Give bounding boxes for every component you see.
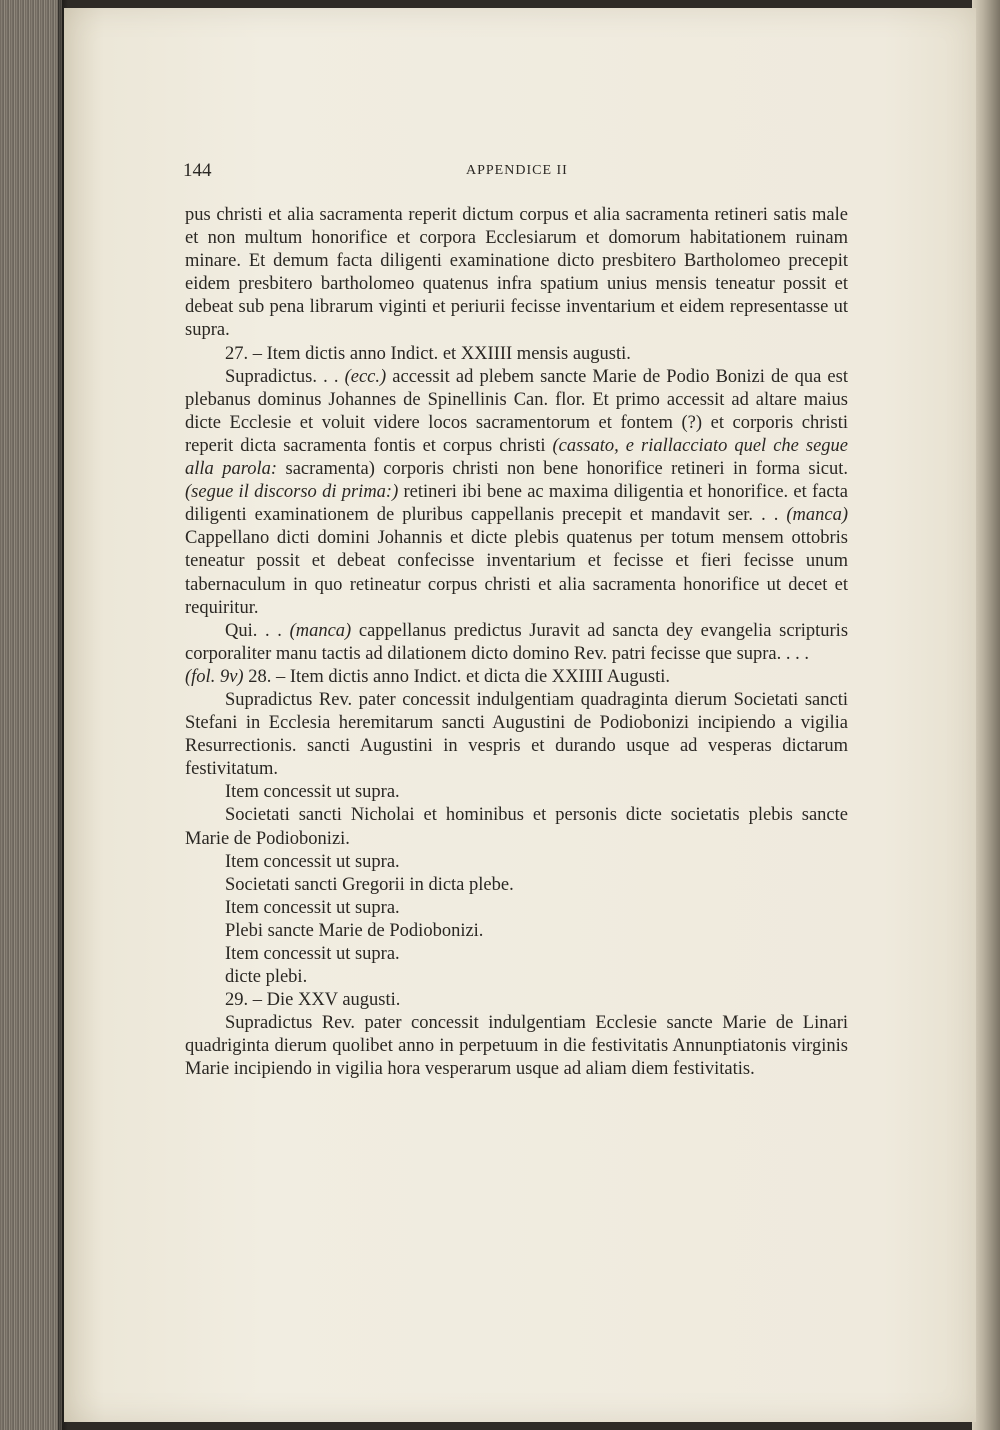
editorial-note: (manca) — [786, 505, 848, 526]
text-line: Item concessit ut supra. — [225, 782, 400, 803]
text-line: Item concessit ut supra. — [225, 897, 400, 918]
text-run: accessit ad plebem sancte Marie de Podio Bonizi de qua est plebanus dominus Johannes de Spinellinis Can. flor. Et primo accessit ad altare maius dicte Ecclesie et voluit videre locos sacramentorum et fontem (?) et corporis christi reperit dicta sacramenta fontis et corpus christi — [185, 366, 848, 456]
entry-27-oath — [185, 620, 848, 666]
text-run: Cappellano dicti domini Johannis et dicte plebis quatenus per totum mensem ottobris teneatur possit et debeat confecisse inventarium et fecisse et fieri fecisse unum tabernaculum in quo retineatur corpus christi et alia sacramenta honorifice ut decet et requiritur. — [185, 528, 848, 618]
text-run: Qui. . . — [225, 620, 290, 641]
editorial-note: (segue il discorso di prima:) — [185, 482, 399, 503]
text-line: Plebi sancte Marie de Podiobonizi. — [225, 920, 484, 941]
running-head: APPENDICE II — [466, 163, 568, 178]
body-text — [185, 204, 848, 1082]
text-run: sacramenta) corporis christi non bene honorifice retineri in forma sicut. — [277, 459, 848, 480]
editorial-note: (manca) — [289, 620, 352, 641]
text-run: retineri ibi bene ac maxima diligentia et honorifice. et facta diligenti examinationem de pluribus cappellanis precepit et mandavit ser. . . — [185, 482, 848, 526]
text-line: Item concessit ut supra. — [225, 944, 400, 964]
entry-29-body: Supradictus Rev. pater concessit indulgentiam Ecclesie sancte Marie de Linari quadriginta dierum quolibet anno in perpetuum in die festivitatis Annunptiatonis virginis Marie incipiendo in vigilia hora vesperarum usque ad aliam diem festivitatis. — [185, 1013, 848, 1080]
text-line: Societati sancti Gregorii in dicta plebe. — [225, 874, 514, 895]
entry-28-nicholai: Societati sancti Nicholai et hominibus et personis dicte societatis plebis sancte Marie de Podiobonizi. — [185, 805, 848, 849]
right-page-edge — [972, 0, 1000, 1430]
text-line: dicte plebi. — [225, 967, 308, 988]
text-run: Supradictus. . . — [225, 366, 345, 387]
text-run: cappellanus predictus Juravit ad sancta dey evangelia scripturis corporaliter manu tactis ad dilationem dicto domino Rev. patri fecisse que supra. . . . — [185, 620, 849, 664]
entry-27-body — [185, 366, 848, 620]
entry-27-heading: 27. – Item dictis anno Indict. et XXIIII mensis augusti. — [225, 343, 631, 364]
entry-28-heading — [185, 666, 848, 689]
text-run: 28. – Item dictis anno Indict. et dicta die XXIIII Augusti. — [243, 666, 670, 687]
paragraph-continuation: pus christi et alia sacramenta reperit dictum corpus et alia sacramenta retineri satis male et non multum honorifice et corpora Ecclesiarum et domorum habitationem ruinam minare. Et demum facta diligenti examinatione dicto presbitero Bartholomeo precepit eidem presbitero bartholomeo quatenus infra spatium unius mensis teneatur possit et debeat sub pena librarum viginti et periurii fecisse inventarium et eidem representasse ut supra. — [185, 205, 848, 341]
folio-reference: (fol. 9v) — [185, 666, 244, 687]
text-line: Item concessit ut supra. — [225, 851, 400, 872]
editorial-note: (ecc.) — [344, 366, 387, 387]
entry-29-heading: 29. – Die XXV augusti. — [225, 990, 401, 1011]
book-page-edges — [0, 0, 62, 1430]
editorial-note: (cassato, e riallacciato quel che segue alla parola: — [185, 435, 848, 480]
entry-28-body: Supradictus Rev. pater concessit indulgentiam quadraginta dierum Societati sancti Stefani in Ecclesia heremitarum sancti Augustini de Podiobonizi incipiendo a vigilia Resurrectionis. sancti Augustini in vespris et durando usque ad vesperas dictarum festivitatum. — [185, 689, 848, 780]
page-number: 144 — [183, 160, 212, 181]
